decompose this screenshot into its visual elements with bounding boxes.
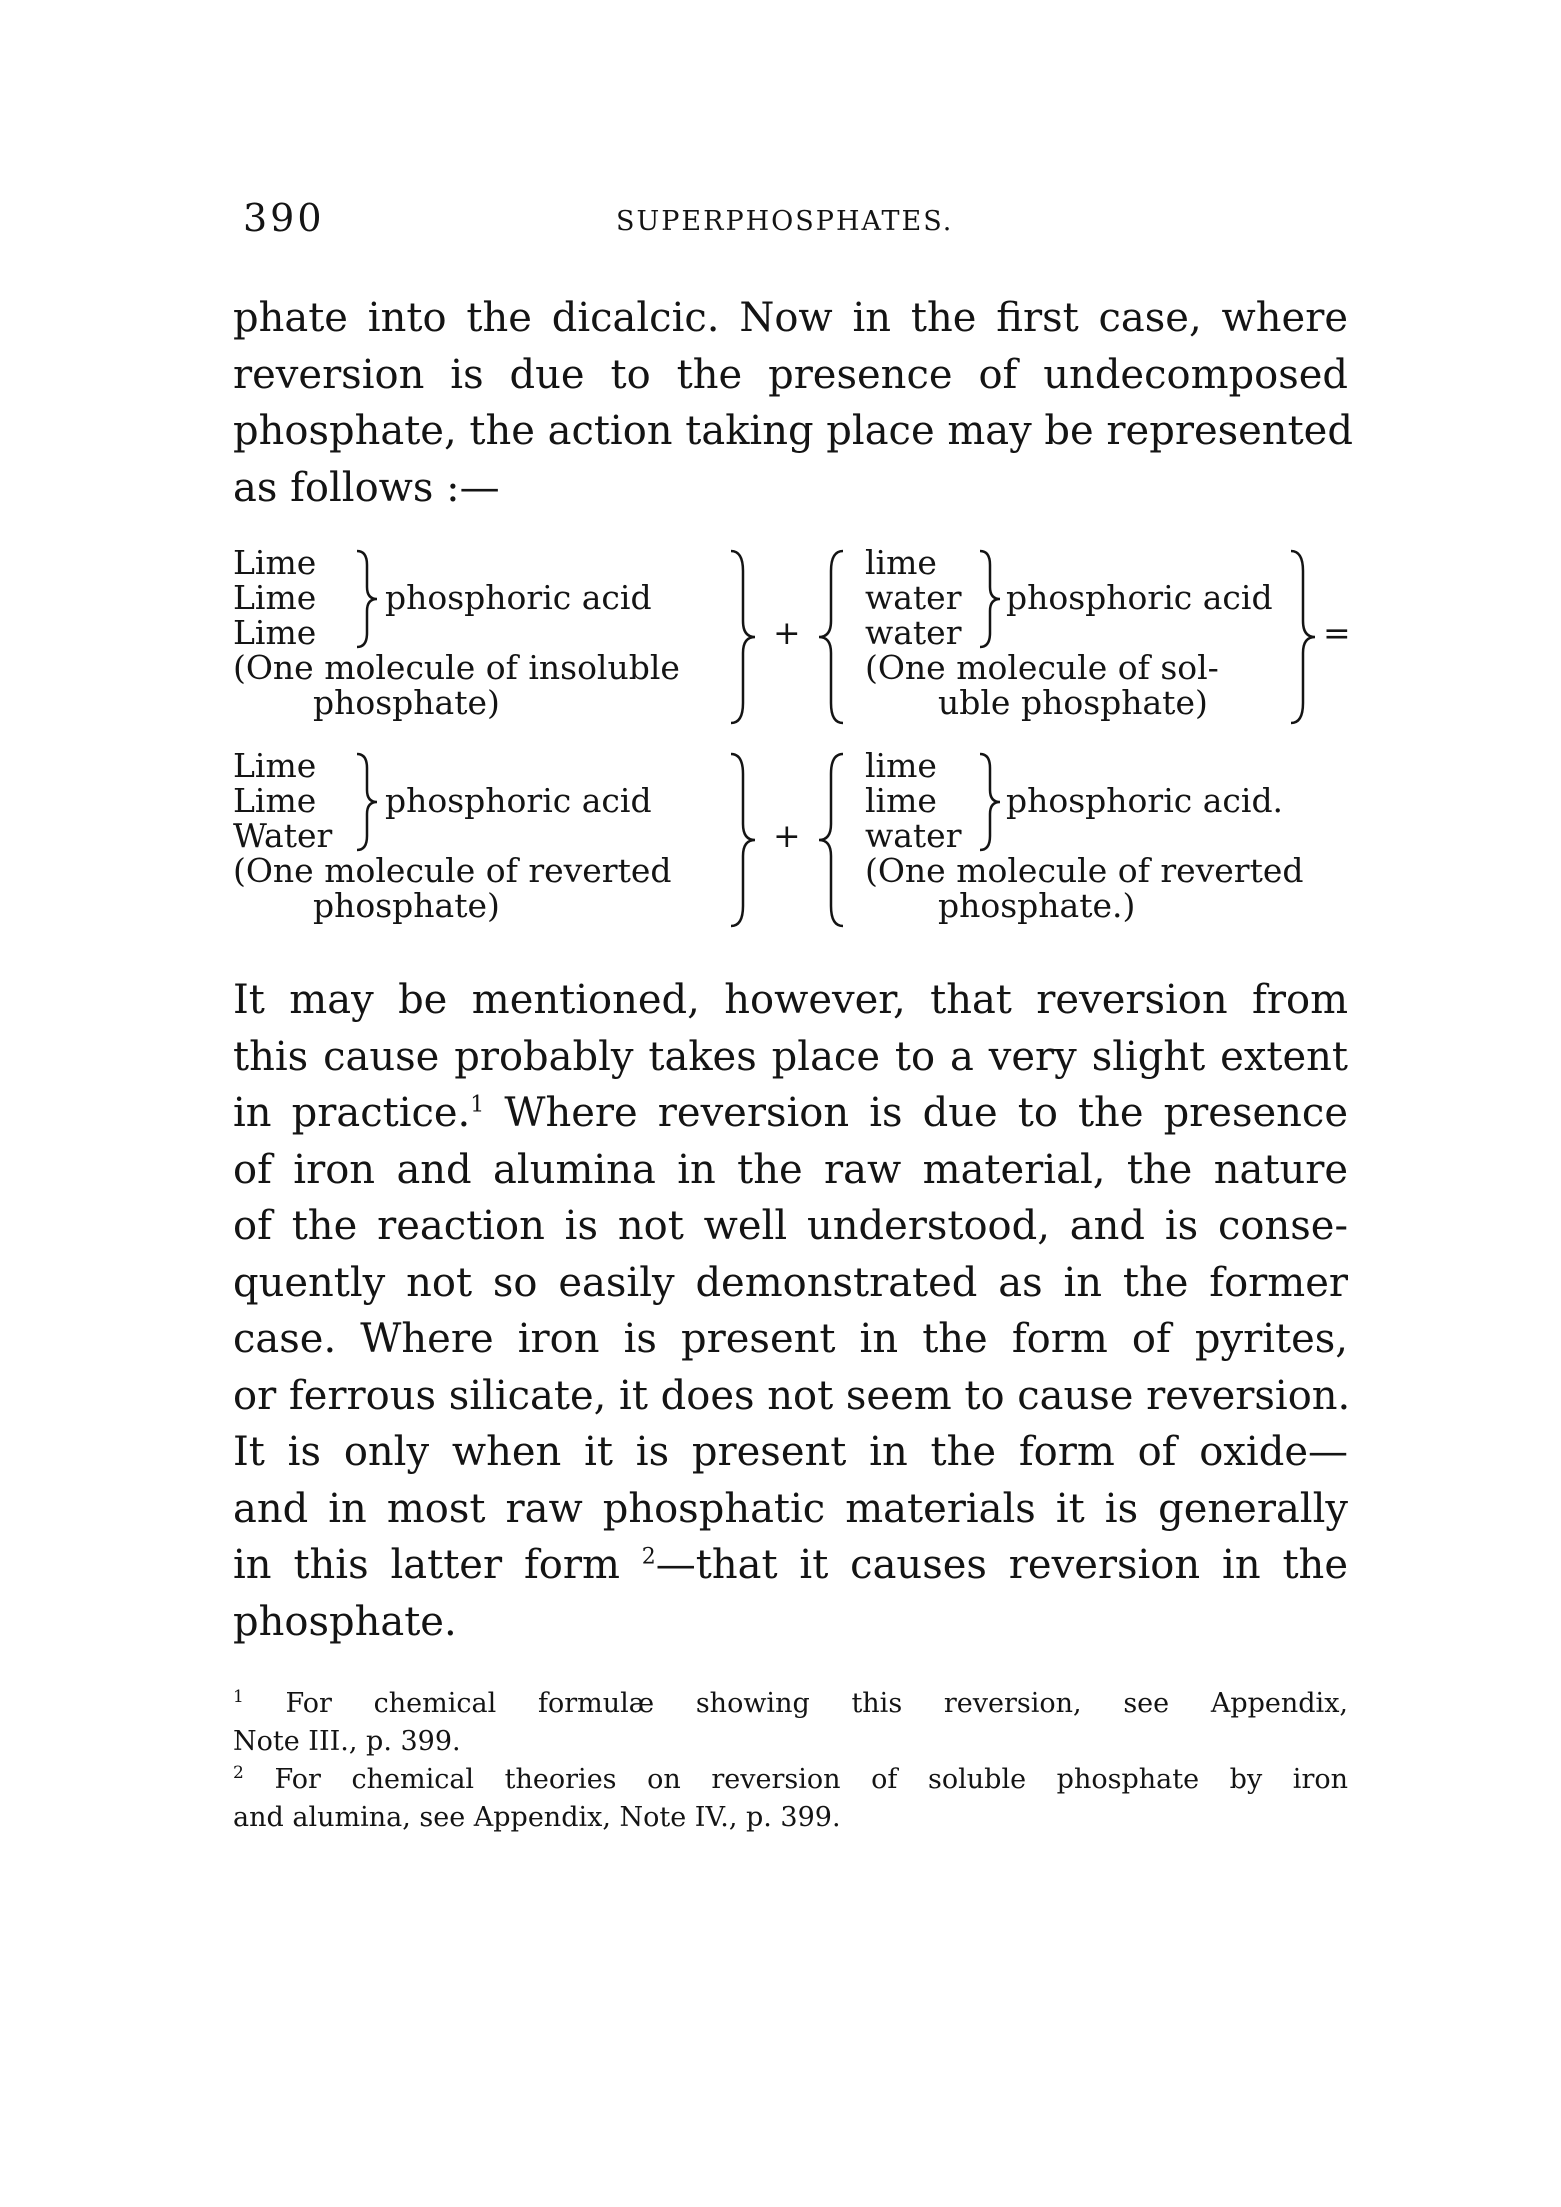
reaction-equation-2 xyxy=(233,748,1348,938)
text-line xyxy=(233,1537,1348,1594)
footnote-line xyxy=(233,1685,1348,1723)
running-header xyxy=(233,196,1348,256)
text-line: this cause probably takes place to a very slight extent xyxy=(233,1033,1348,1080)
plus-operator: + xyxy=(773,613,801,652)
text-line: as follows :— xyxy=(233,464,500,511)
footnote-line xyxy=(233,1761,1348,1799)
text-segment: in this latter form xyxy=(233,1542,642,1588)
molecule-note: (One molecule of sol- xyxy=(865,648,1219,687)
footnote-line: and alumina, see Appendix, Note IV., p. 399. xyxy=(233,1802,841,1833)
reactant-line: Lime xyxy=(233,781,317,820)
text-line: phosphate, the action taking place may be represented xyxy=(233,408,1353,454)
text-line: or ferrous silicate, it does not seem to cause reversion. xyxy=(233,1372,1351,1419)
reactant-line: Water xyxy=(233,816,333,855)
right-brace-icon xyxy=(728,549,758,725)
reaction-equation-1 xyxy=(233,543,1351,735)
footnote-text: For chemical formulæ showing this reversion, see Appendix, xyxy=(285,1688,1349,1719)
footnote-mark: 2 xyxy=(233,1763,244,1783)
text-line: quently not so easily demonstrated as in the former xyxy=(233,1259,1348,1306)
right-brace-icon xyxy=(978,549,1002,649)
footnote-ref[interactable]: 2 xyxy=(641,1544,656,1570)
footnote-ref[interactable]: 1 xyxy=(470,1092,485,1118)
page-number: 390 xyxy=(243,196,325,240)
body-paragraph xyxy=(233,972,1351,1650)
reactant-line: Lime xyxy=(233,578,317,617)
footnote-text: For chemical theories on reversion of soluble phosphate by iron xyxy=(274,1764,1348,1795)
left-brace-icon xyxy=(816,752,846,928)
text-line xyxy=(233,1085,1348,1142)
footnote-line: Note III., p. 399. xyxy=(233,1726,461,1757)
molecule-note: uble phosphate) xyxy=(938,683,1208,722)
text-segment: in practice. xyxy=(233,1090,471,1136)
text-line: It may be mentioned, however, that reversion from xyxy=(233,977,1348,1023)
compound-label: phosphoric acid xyxy=(385,781,652,820)
molecule-note: (One molecule of reverted xyxy=(865,851,1304,890)
molecule-note: phosphate) xyxy=(313,683,500,722)
text-line: phate into the dicalcic. Now in the first case, where xyxy=(233,295,1348,341)
right-brace-icon xyxy=(978,752,1002,852)
reactant-line: lime xyxy=(865,781,937,820)
reactant-line: water xyxy=(865,613,962,652)
compound-label: phosphoric acid xyxy=(385,578,652,617)
compound-label: phosphoric acid. xyxy=(1006,781,1284,820)
intro-paragraph xyxy=(233,290,1353,516)
equals-operator: = xyxy=(1323,613,1351,652)
text-line: of iron and alumina in the raw material, the nature xyxy=(233,1146,1348,1193)
reactant-line: Lime xyxy=(233,746,317,785)
text-line: and in most raw phosphatic materials it is generally xyxy=(233,1485,1348,1532)
text-line: of the reaction is not well understood, and is conse- xyxy=(233,1203,1348,1249)
plus-operator: + xyxy=(773,816,801,855)
right-brace-icon xyxy=(355,549,379,649)
molecule-note: phosphate) xyxy=(313,886,500,925)
left-brace-icon xyxy=(816,549,846,725)
compound-label: phosphoric acid xyxy=(1006,578,1273,617)
molecule-note: (One molecule of reverted xyxy=(233,851,672,890)
text-line: It is only when it is present in the form of oxide— xyxy=(233,1429,1348,1475)
reactant-line: lime xyxy=(865,543,937,582)
footnotes xyxy=(233,1685,1348,1837)
running-title: SUPERPHOSPHATES. xyxy=(616,206,954,237)
molecule-note: (One molecule of insoluble xyxy=(233,648,680,687)
reactant-line: water xyxy=(865,816,962,855)
text-line: reversion is due to the presence of undecomposed xyxy=(233,351,1348,398)
footnote-mark: 1 xyxy=(233,1687,244,1707)
text-segment: Where reversion is due to the presence xyxy=(484,1090,1348,1136)
text-line: case. Where iron is present in the form of pyrites, xyxy=(233,1316,1348,1362)
reactant-line: Lime xyxy=(233,613,317,652)
right-brace-icon xyxy=(355,752,379,852)
reactant-line: Lime xyxy=(233,543,317,582)
molecule-note: phosphate.) xyxy=(938,886,1136,925)
text-segment: —that it causes reversion in the xyxy=(655,1542,1348,1588)
text-line: phosphate. xyxy=(233,1598,457,1645)
reactant-line: lime xyxy=(865,746,937,785)
right-brace-icon xyxy=(728,752,758,928)
reactant-line: water xyxy=(865,578,962,617)
right-brace-icon xyxy=(1288,549,1318,725)
